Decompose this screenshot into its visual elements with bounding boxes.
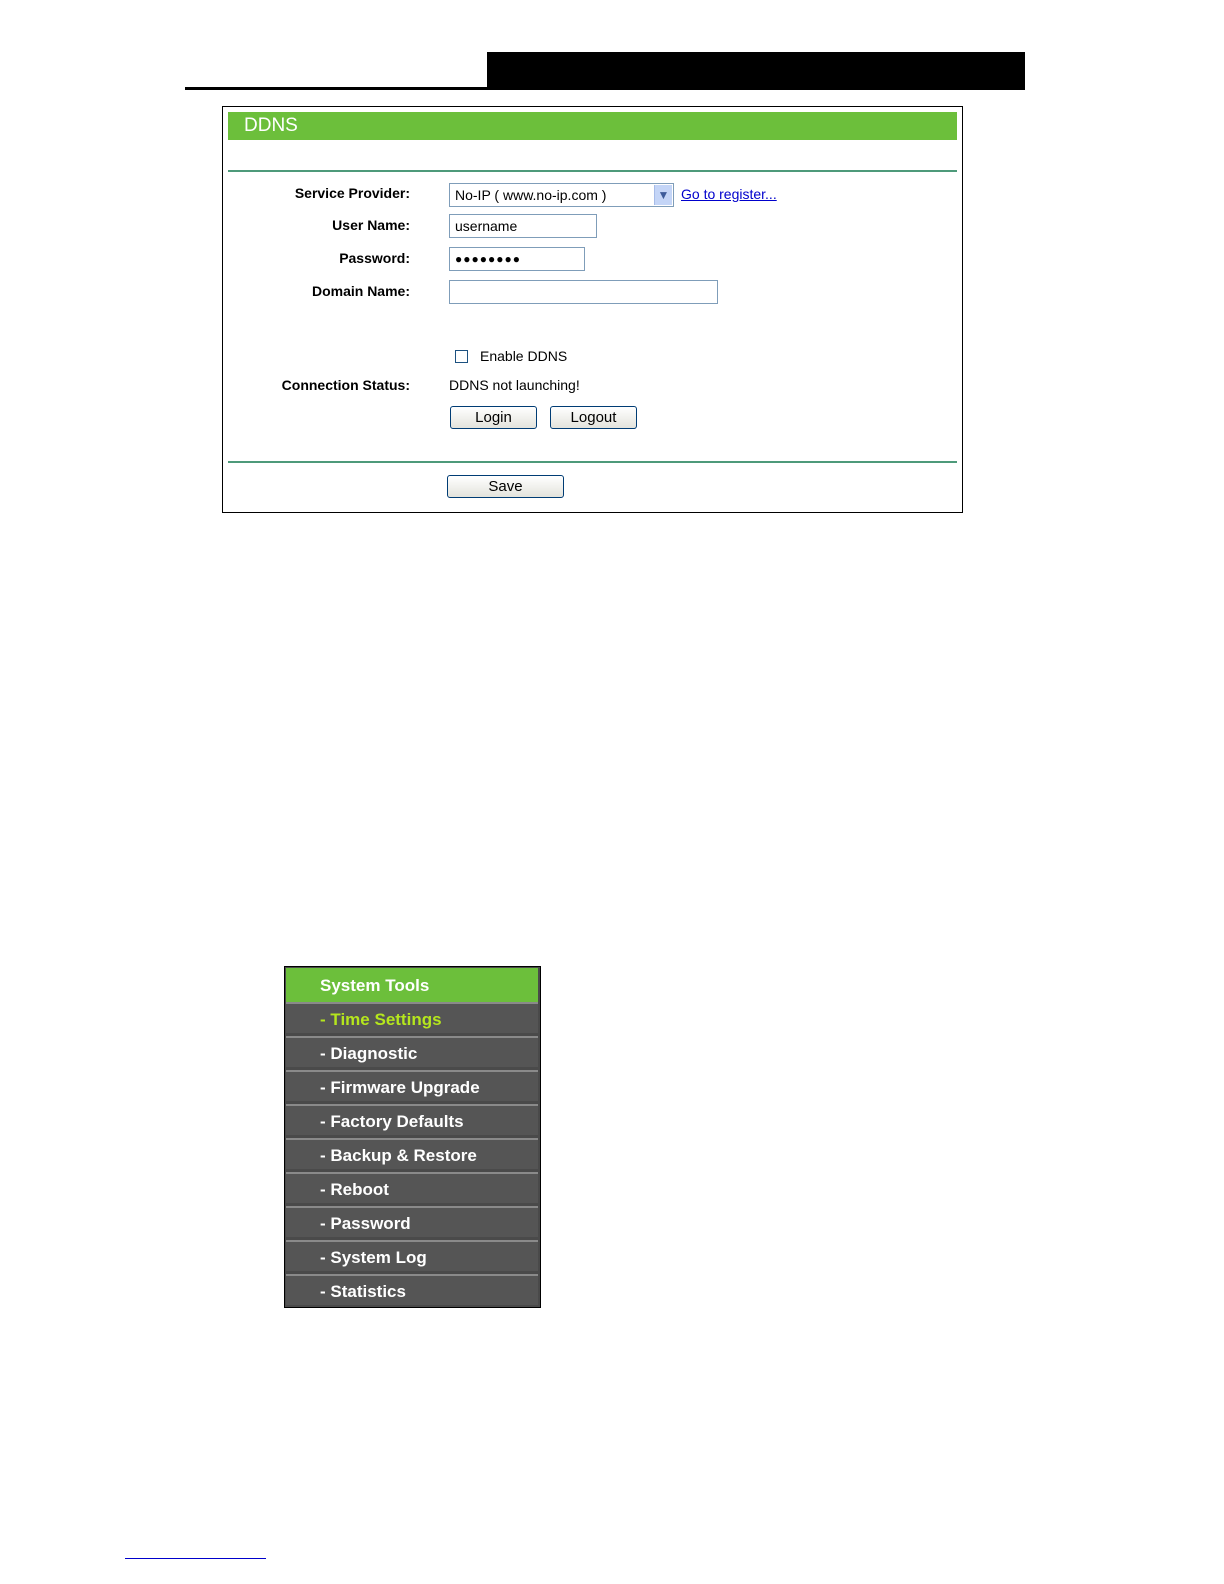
bottom-divider xyxy=(228,461,957,463)
page-header-rule xyxy=(185,87,1025,90)
menu-item-factory-defaults[interactable]: - Factory Defaults xyxy=(286,1104,538,1135)
service-provider-select[interactable] xyxy=(449,183,674,207)
username-label: User Name: xyxy=(332,217,410,233)
menu-item-firmware-upgrade[interactable]: - Firmware Upgrade xyxy=(286,1070,538,1101)
enable-ddns-label: Enable DDNS xyxy=(480,348,568,364)
password-label: Password: xyxy=(339,250,410,266)
footer-link-underline xyxy=(125,1558,266,1559)
page-header-bar xyxy=(487,52,1025,90)
menu-title[interactable]: System Tools xyxy=(286,968,538,1002)
service-provider-label: Service Provider: xyxy=(294,185,410,201)
domain-input[interactable] xyxy=(449,280,718,304)
menu-item-time-settings[interactable]: - Time Settings xyxy=(286,1002,538,1033)
menu-item-backup-restore[interactable]: - Backup & Restore xyxy=(286,1138,538,1169)
menu-item-statistics[interactable]: - Statistics xyxy=(286,1274,538,1305)
connection-status-label: Connection Status: xyxy=(281,377,410,393)
enable-ddns-checkbox[interactable] xyxy=(455,350,468,363)
menu-item-diagnostic[interactable]: - Diagnostic xyxy=(286,1036,538,1067)
system-tools-menu xyxy=(284,966,541,1308)
save-button[interactable]: Save xyxy=(447,475,564,498)
username-input[interactable]: username xyxy=(449,214,597,238)
password-input[interactable]: ●●●●●●●● xyxy=(449,247,585,271)
logout-button[interactable]: Logout xyxy=(550,406,637,429)
ddns-panel xyxy=(222,106,963,513)
menu-item-reboot[interactable]: - Reboot xyxy=(286,1172,538,1203)
panel-title: DDNS xyxy=(228,112,957,140)
register-link[interactable]: Go to register... xyxy=(681,186,777,202)
menu-item-password[interactable]: - Password xyxy=(286,1206,538,1237)
connection-status-value: DDNS not launching! xyxy=(449,377,580,393)
service-provider-value: No-IP ( www.no-ip.com ) xyxy=(455,187,607,203)
top-divider xyxy=(228,170,957,172)
domain-label: Domain Name: xyxy=(311,283,410,299)
menu-item-system-log[interactable]: - System Log xyxy=(286,1240,538,1271)
login-button[interactable]: Login xyxy=(450,406,537,429)
chevron-down-icon[interactable]: ▼ xyxy=(654,185,672,205)
